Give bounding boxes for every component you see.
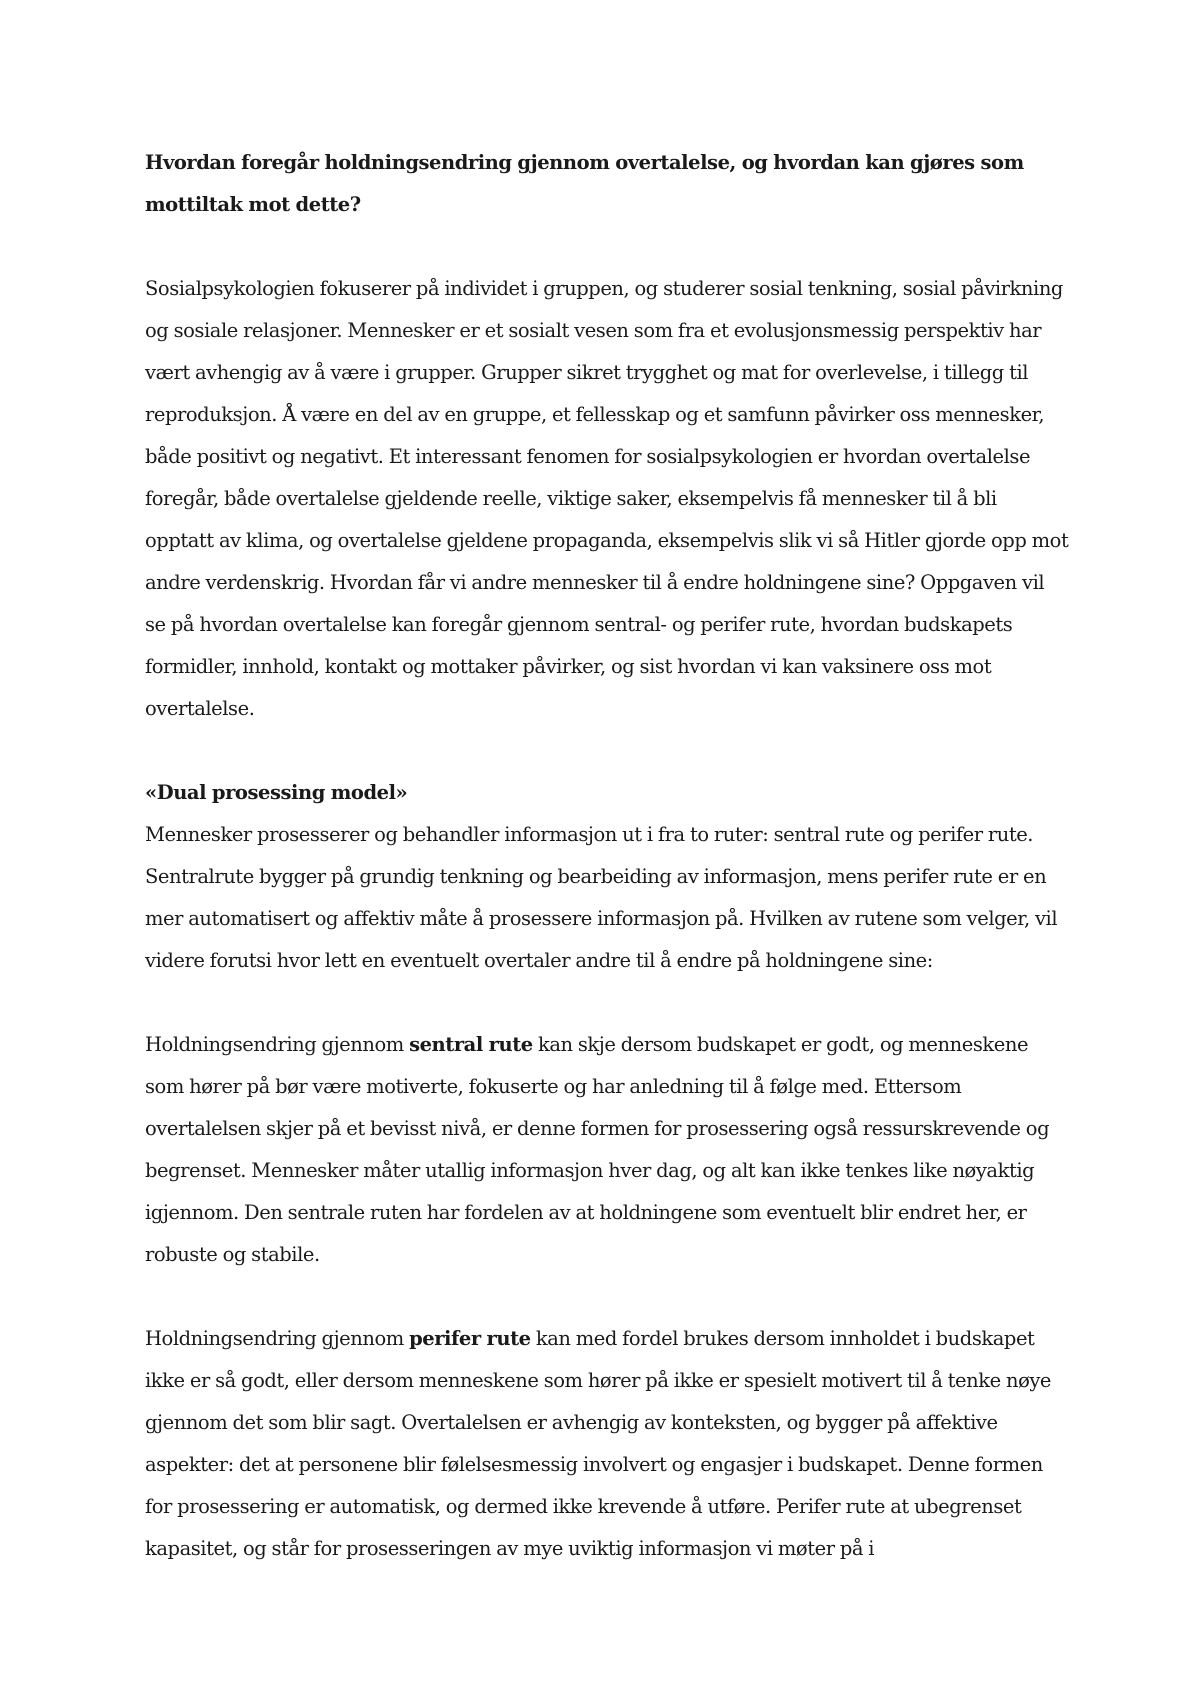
peripheral-route-paragraph xyxy=(145,1318,1070,1570)
central-route-text-before: Holdningsendring gjennom xyxy=(145,1033,410,1056)
section-heading: «Dual prosessing model» xyxy=(145,781,408,804)
document-title: Hvordan foregår holdningsendring gjennom overtalelse, og hvordan kan gjøres som mottiltak mot dette? xyxy=(145,151,1024,216)
document-body xyxy=(145,142,1070,1570)
paragraph-gap xyxy=(145,226,1070,268)
peripheral-route-text-after: kan med fordel brukes dersom innholdet i budskapet ikke er så godt, eller dersom menneskene som hører på ikke er spesielt motivert til å tenke nøye gjennom det som blir sagt. Overtalelsen er avhengig av konteksten, og bygger på affektive aspekter: det at personene blir følelsesmessig involvert og engasjer i budskapet. Denne formen for prosessering er automatisk, og dermed ikke krevende å utføre. Perifer rute at ubegrenset kapasitet, og står for prosesseringen av mye uviktig informasjon vi møter på i xyxy=(145,1327,1052,1560)
intro-paragraph: Sosialpsykologien fokuserer på individet i gruppen, og studerer sosial tenkning, sosial påvirkning og sosiale relasjoner. Mennesker er et sosialt vesen som fra et evolusjonsmessig perspektiv har vært avhengig av å være i grupper. Grupper sikret trygghet og mat for overlevelse, i tillegg til reproduksjon. Å være en del av en gruppe, et fellesskap og et samfunn påvirker oss mennesker, både positivt og negativt. Et interessant fenomen for sosialpsykologien er hvordan overtalelse foregår, både overtalelse gjeldende reelle, viktige saker, eksempelvis få mennesker til å bli opptatt av klima, og overtalelse gjeldene propaganda, eksempelvis slik vi så Hitler gjorde opp mot andre verdenskrig. Hvordan får vi andre mennesker til å endre holdningene sine? Oppgaven vil se på hvordan overtalelse kan foregår gjennom sentral- og perifer rute, hvordan budskapets formidler, innhold, kontakt og mottaker påvirker, og sist hvordan vi kan vaksinere oss mot overtalelse. xyxy=(145,277,1069,720)
central-route-term: sentral rute xyxy=(409,1033,533,1056)
paragraph-gap xyxy=(145,730,1070,772)
peripheral-route-text-before: Holdningsendring gjennom xyxy=(145,1327,410,1350)
central-route-paragraph xyxy=(145,1024,1070,1276)
paragraph-gap xyxy=(145,982,1070,1024)
peripheral-route-term: perifer rute xyxy=(409,1327,531,1350)
paragraph-gap xyxy=(145,1276,1070,1318)
central-route-text-after: kan skje dersom budskapet er godt, og menneskene som hører på bør være motiverte, fokuserte og har anledning til å følge med. Ettersom overtalelsen skjer på et bevisst nivå, er denne formen for prosessering også ressurskrevende og begrenset. Mennesker måter utallig informasjon hver dag, og alt kan ikke tenkes like nøyaktig igjennom. Den sentrale ruten har fordelen av at holdningene som eventuelt blir endret her, er robuste og stabile. xyxy=(145,1033,1050,1266)
section-intro-paragraph: Mennesker prosesserer og behandler informasjon ut i fra to ruter: sentral rute og perifer rute. Sentralrute bygger på grundig tenkning og bearbeiding av informasjon, mens perifer rute er en mer automatisert og affektiv måte å prosessere informasjon på. Hvilken av rutene som velger, vil videre forutsi hvor lett en eventuelt overtaler andre til å endre på holdningene sine: xyxy=(145,823,1058,972)
